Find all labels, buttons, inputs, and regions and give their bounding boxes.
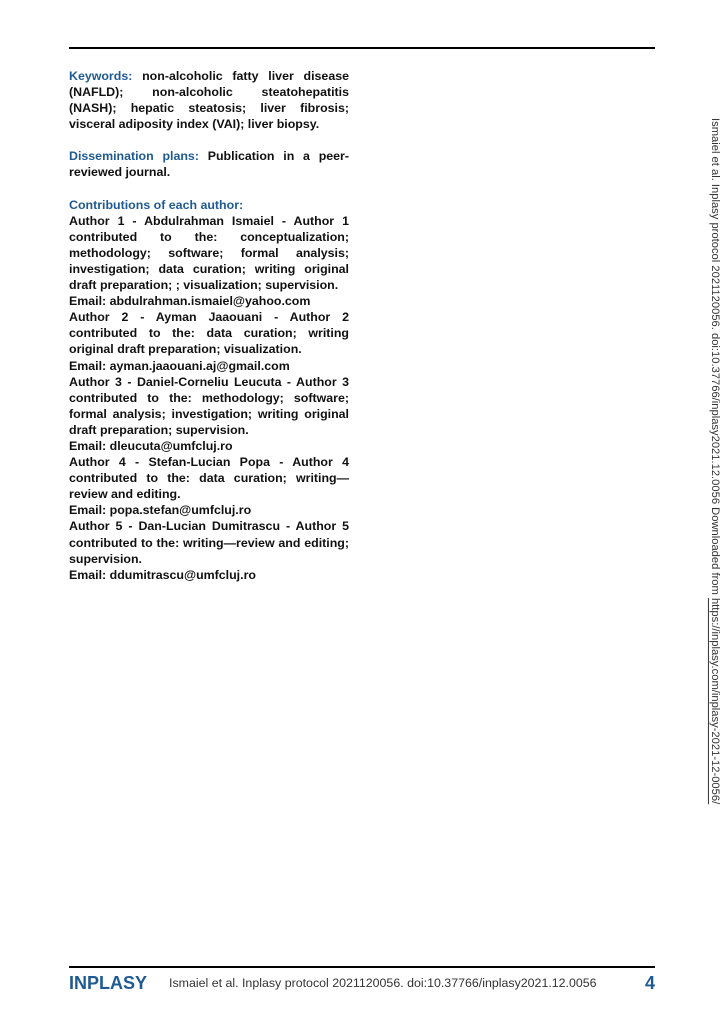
keywords-section <box>69 68 349 132</box>
dissemination-label: Dissemination plans: <box>69 149 199 164</box>
contributions-section <box>69 197 349 583</box>
top-rule <box>69 47 655 49</box>
author-3-contribution: Author 3 - Daniel-Corneliu Leucuta - Author 3 contributed to the: methodology; software; formal analysis; investigation; writing original draft preparation; supervision. <box>69 374 349 437</box>
page-number: 4 <box>644 973 655 993</box>
author-5-email: Email: ddumitrascu@umfcluj.ro <box>69 567 256 582</box>
side-notice-text: Ismaiel et al. Inplasy protocol 2021120056. doi:10.37766/inplasy2021.12.0056 Downloaded from <box>709 118 721 598</box>
author-2-email: Email: ayman.jaaouani.aj@gmail.com <box>69 358 290 373</box>
main-content <box>69 68 349 583</box>
author-1-contribution: Author 1 - Abdulrahman Ismaiel - Author 1 contributed to the: conceptualization; methodology; software; formal analysis; investigation; data curation; writing original draft preparation; ; visualization; supervision. <box>69 213 349 293</box>
dissemination-section <box>69 148 349 180</box>
footer-brand-logo: INPLASY <box>69 973 148 993</box>
dissemination-text: Publication in a peer-reviewed journal. <box>69 149 349 180</box>
dissemination-paragraph <box>69 148 349 180</box>
side-notice-link[interactable]: https://inplasy.com/inplasy-2021-12-0056/ <box>709 597 721 805</box>
author-3-email: Email: dleucuta@umfcluj.ro <box>69 438 233 453</box>
page-footer <box>69 972 655 1012</box>
bottom-rule <box>69 966 655 968</box>
keywords-label: Keywords: <box>69 69 133 83</box>
keywords-paragraph <box>69 68 349 132</box>
author-5-contribution: Author 5 - Dan-Lucian Dumitrascu - Author 5 contributed to the: writing—review and editing; supervision. <box>69 519 349 566</box>
author-4-contribution: Author 4 - Stefan-Lucian Popa - Author 4 contributed to the: data curation; writing—review and editing. <box>69 455 349 502</box>
contributions-heading: Contributions of each author: <box>69 197 244 212</box>
side-download-notice <box>692 118 722 898</box>
footer-citation: Ismaiel et al. Inplasy protocol 2021120056. doi:10.37766/inplasy2021.12.0056 <box>169 976 597 990</box>
author-2-contribution: Author 2 - Ayman Jaaouani - Author 2 contributed to the: data curation; writing original draft preparation; visualization. <box>69 310 349 357</box>
author-4-email: Email: popa.stefan@umfcluj.ro <box>69 503 252 518</box>
keywords-text: non-alcoholic fatty liver disease (NAFLD); non-alcoholic steatohepatitis (NASH); hepatic steatosis; liver fibrosis; visceral adiposity index (VAI); liver biopsy. <box>69 69 349 132</box>
author-1-email: Email: abdulrahman.ismaiel@yahoo.com <box>69 294 311 309</box>
